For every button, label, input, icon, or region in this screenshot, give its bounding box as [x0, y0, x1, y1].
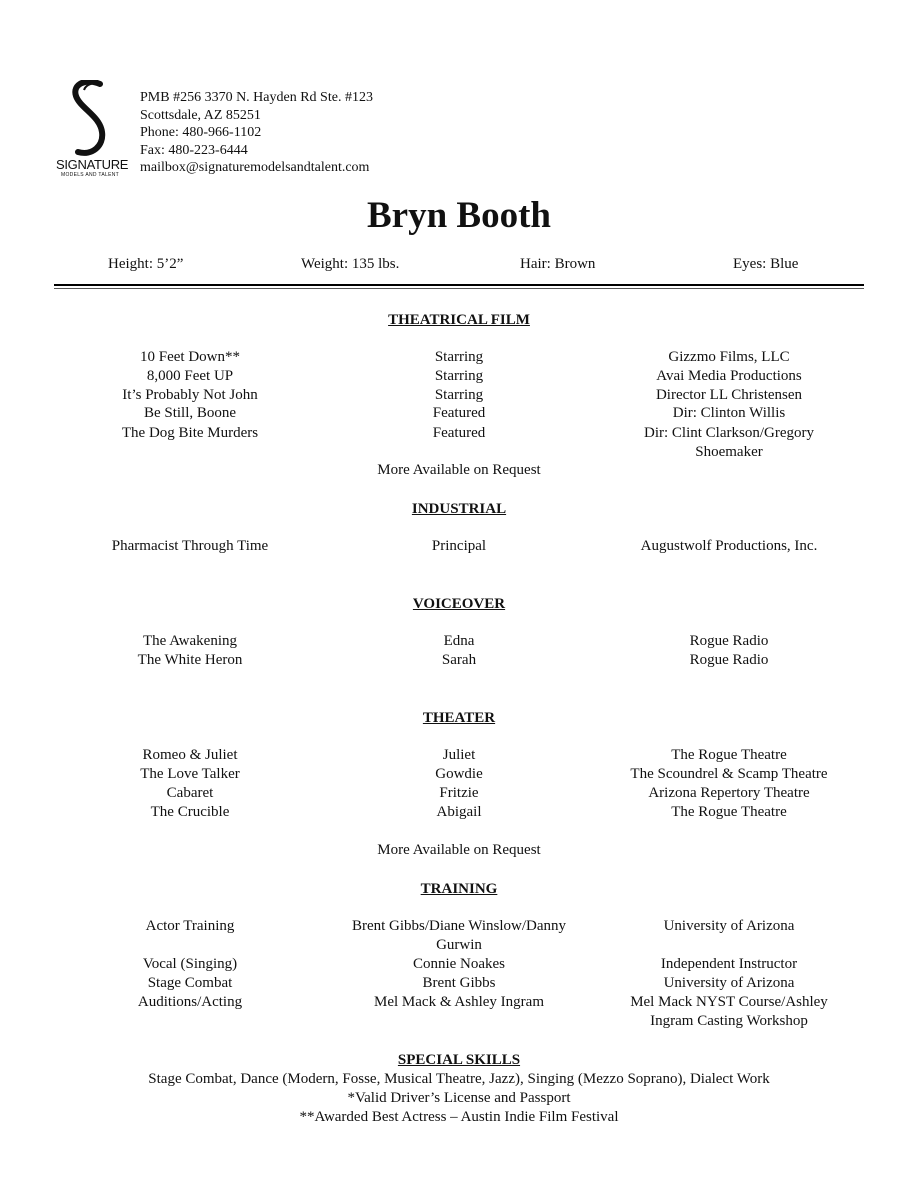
section-heading-theater: THEATER — [422, 710, 496, 726]
more-available-note: More Available on Request — [377, 842, 541, 858]
table-row — [0, 765, 918, 785]
section-heading-industrial: INDUSTRIAL — [411, 501, 507, 517]
divider-rule — [54, 284, 864, 286]
credit-company: Gizzmo Films, LLC — [668, 349, 790, 365]
table-row — [0, 404, 918, 424]
training-instructor: Brent Gibbs/Diane Winslow/Danny Gurwin — [351, 918, 567, 953]
credit-title: The Awakening — [142, 633, 237, 649]
actor-name: Bryn Booth — [366, 195, 551, 236]
credit-role: Gowdie — [435, 766, 483, 782]
section-heading-voiceover: VOICEOVER — [412, 596, 506, 612]
credit-title: Pharmacist Through Time — [111, 538, 269, 554]
table-row — [0, 746, 918, 766]
special-skills-list — [0, 1070, 918, 1127]
credit-title: The White Heron — [137, 652, 243, 668]
credit-role: Fritzie — [439, 785, 479, 801]
address-line-2: Scottsdale, AZ 85251 — [140, 107, 261, 123]
credit-company: Dir: Clinton Willis — [672, 405, 786, 421]
email: mailbox@signaturemodelsandtalent.com — [140, 160, 370, 175]
training-type: Stage Combat — [147, 975, 233, 991]
credit-company: Arizona Repertory Theatre — [648, 785, 810, 801]
stat-hair: Hair: Brown — [520, 256, 596, 272]
credit-role: Starring — [434, 349, 484, 365]
credit-company: The Rogue Theatre — [671, 804, 787, 820]
table-row — [0, 537, 918, 557]
credit-role: Principal — [431, 538, 487, 554]
section-heading-special-skills: SPECIAL SKILLS — [397, 1052, 521, 1068]
credit-role: Starring — [434, 368, 484, 384]
credit-title: The Dog Bite Murders — [121, 425, 259, 441]
training-type: Vocal (Singing) — [142, 956, 238, 972]
credit-title: Cabaret — [166, 785, 214, 801]
credit-company: Augustwolf Productions, Inc. — [640, 538, 818, 554]
table-row — [0, 651, 918, 671]
table-row — [0, 386, 918, 406]
table-row — [0, 348, 918, 368]
training-instructor: Connie Noakes — [412, 956, 506, 972]
table-row — [0, 632, 918, 652]
section-heading-theatrical-film: THEATRICAL FILM — [388, 312, 530, 328]
credit-company: The Scoundrel & Scamp Theatre — [630, 766, 828, 782]
credit-role: Featured — [432, 425, 486, 441]
credit-role: Featured — [432, 405, 486, 421]
skills-line: **Awarded Best Actress – Austin Indie Film Festival — [299, 1109, 619, 1125]
fax: Fax: 480-223-6444 — [140, 142, 248, 158]
skills-line: Stage Combat, Dance (Modern, Fosse, Musical Theatre, Jazz), Singing (Mezzo Soprano), Dialect Work — [148, 1071, 770, 1087]
credit-role: Juliet — [442, 747, 476, 763]
credit-title: 10 Feet Down** — [140, 349, 240, 365]
training-institution: University of Arizona — [663, 975, 795, 991]
agency-contact — [140, 89, 373, 177]
divider-rule-thin — [54, 288, 864, 289]
signature-logo — [56, 80, 129, 182]
table-row — [0, 784, 918, 804]
training-type: Actor Training — [145, 918, 235, 934]
stat-eyes: Eyes: Blue — [733, 256, 799, 272]
credit-company: Avai Media Productions — [656, 368, 802, 384]
logo-wordmark: SIGNATURE — [56, 157, 129, 172]
credit-title: The Love Talker — [140, 766, 240, 782]
credit-title: The Crucible — [150, 804, 230, 820]
credit-company: Rogue Radio — [689, 652, 769, 668]
training-instructor: Mel Mack & Ashley Ingram — [374, 994, 544, 1010]
credit-title: Be Still, Boone — [143, 405, 237, 421]
stat-weight: Weight: 135 lbs. — [301, 256, 400, 272]
credit-company: Dir: Clint Clarkson/Gregory Shoemaker — [644, 425, 814, 460]
logo-subtitle: MODELS AND TALENT — [61, 172, 119, 178]
skills-line: *Valid Driver’s License and Passport — [347, 1090, 571, 1106]
credit-role: Starring — [434, 387, 484, 403]
credit-title: 8,000 Feet UP — [146, 368, 234, 384]
credit-role: Sarah — [441, 652, 477, 668]
training-instructor: Brent Gibbs — [422, 975, 496, 991]
table-row — [0, 917, 918, 957]
training-type: Auditions/Acting — [137, 994, 243, 1010]
training-institution: Mel Mack NYST Course/Ashley Ingram Casting Workshop — [630, 994, 828, 1029]
stat-height: Height: 5’2” — [108, 256, 184, 272]
credit-company: Rogue Radio — [689, 633, 769, 649]
signature-s-icon — [56, 80, 124, 158]
credit-company: The Rogue Theatre — [671, 747, 787, 763]
credit-title: It’s Probably Not John — [122, 387, 258, 403]
table-row — [0, 424, 918, 464]
table-row — [0, 803, 918, 823]
table-row — [0, 974, 918, 994]
table-row — [0, 367, 918, 387]
credit-company: Director LL Christensen — [655, 387, 803, 403]
table-row — [0, 955, 918, 975]
credit-role: Edna — [443, 633, 475, 649]
training-institution: University of Arizona — [663, 918, 795, 934]
address-line-1: PMB #256 3370 N. Hayden Rd Ste. #123 — [140, 90, 373, 105]
table-row — [0, 993, 918, 1033]
credit-role: Abigail — [436, 804, 482, 820]
section-heading-training: TRAINING — [420, 881, 498, 897]
credit-title: Romeo & Juliet — [142, 747, 238, 763]
more-available-note: More Available on Request — [377, 462, 541, 478]
phone: Phone: 480-966-1102 — [140, 125, 262, 140]
training-institution: Independent Instructor — [660, 956, 798, 972]
